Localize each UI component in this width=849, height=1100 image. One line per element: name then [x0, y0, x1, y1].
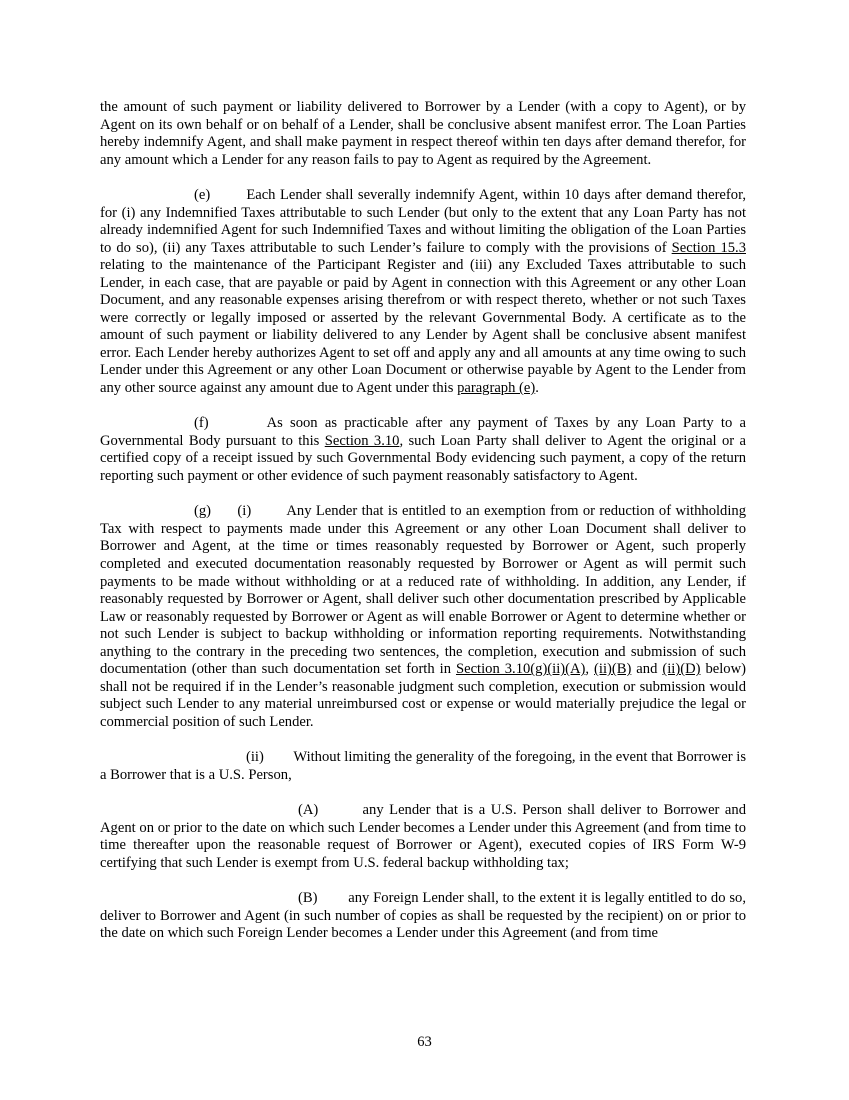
document-body: [100, 99, 746, 943]
paragraph-text: Without limiting the generality of the foregoing, in the event that Borrower is a Borrower that is a U.S. Person,: [100, 749, 746, 783]
paragraph-f: [100, 415, 746, 485]
paragraph-g-ii-A: [100, 802, 746, 872]
paragraph-label: (g): [194, 503, 212, 520]
paragraph-text: below) shall not be required if in the Lender’s reasonable judgment such completion, execution or submission would subject such Lender to any material unreimbursed cost or expense or would materially prejudice the legal or commercial position of such Lender.: [100, 661, 746, 730]
subparagraph-label: (i): [237, 503, 252, 520]
paragraph-text: Any Lender that is entitled to an exemption from or reduction of withholding Tax with respect to payments made under this Agreement or any other Loan Document shall deliver to Borrower and Agent, at the time or times reasonably requested by Borrower or Agent, such properly completed and executed documentation reasonably requested by Borrower or Agent as will permit such payments to be made without withholding or at a reduced rate of withholding. In addition, any Lender, if reasonably requested by Borrower or Agent, shall deliver such other documentation prescribed by Applicable Law or reasonably requested by Borrower or Agent as will enable Borrower or Agent to determine whether or not such Lender is subject to backup withholding or information reporting requirements. Notwithstanding anything to the contrary in the preceding two sentences, the completion, execution and submission of such documentation (other than such documentation set forth in: [100, 503, 747, 678]
paragraph-e: [100, 187, 746, 398]
section-reference: Section 15.3: [671, 239, 746, 256]
paragraph-text: , such Loan Party shall deliver to Agent the original or a certified copy of a receipt issued by such Governmental Body evidencing such payment, a copy of the return reporting such payment or other evidence of such payment reasonably satisfactory to Agent.: [100, 432, 747, 484]
paragraph-text: Each Lender shall severally indemnify Agent, within 10 days after demand therefor, for (i) any Indemnified Taxes attributable to such Lender (but only to the extent that any Loan Party has not already indemnified Agent for such Indemnified Taxes and without limiting the obligation of the Loan Parties to do so), (ii) any Taxes attributable to such Lender’s failure to comply with the provisions of: [100, 186, 746, 256]
paragraph-text: As soon as practicable after any payment of Taxes by any Loan Party to a Governmental Body pursuant to this: [100, 415, 746, 449]
paragraph-continuation: [100, 99, 746, 169]
section-reference: paragraph (e): [457, 380, 536, 396]
section-reference: (ii)(D): [662, 661, 701, 678]
paragraph-text: and: [631, 661, 663, 678]
paragraph-text: the amount of such payment or liability delivered to Borrower by a Lender (with a copy to Agent), or by Agent on its own behalf or on behalf of a Lender, shall be conclusive absent manifest error. The Loan Parties hereby indemnify Agent, and shall make payment in respect thereof within ten days after demand therefor, for any amount which a Lender for any reason fails to pay to Agent as required by the Agreement.: [100, 99, 746, 168]
paragraph-text: .: [535, 380, 539, 396]
paragraph-label: (ii): [246, 749, 264, 766]
section-reference: (ii)(B): [594, 661, 632, 678]
paragraph-label: (f): [194, 415, 209, 432]
paragraph-text: ,: [585, 661, 595, 678]
paragraph-text: any Lender that is a U.S. Person shall deliver to Borrower and Agent on or prior to the date on which such Lender becomes a Lender under this Agreement (and from time to time thereafter upon the reasonable request of Borrower or Agent), executed copies of IRS Form W-9 certifying that such Lender is exempt from U.S. federal backup withholding tax;: [100, 802, 747, 871]
paragraph-g: [100, 503, 746, 731]
paragraph-label: (B): [298, 890, 318, 907]
page-number: 63: [417, 1034, 432, 1050]
paragraph-g-ii-B: [100, 890, 746, 943]
paragraph-label: (e): [194, 186, 211, 203]
section-reference: Section 3.10(g)(ii)(A): [455, 661, 586, 678]
section-reference: Section 3.10: [324, 432, 400, 449]
paragraph-g-ii: [100, 749, 746, 784]
paragraph-text: any Foreign Lender shall, to the extent it is legally entitled to do so, deliver to Borrower and Agent (in such number of copies as shall be requested by the recipient) on or prior to the date on which such Foreign Lender becomes a Lender under this Agreement (and from time: [100, 890, 746, 942]
paragraph-text: relating to the maintenance of the Participant Register and (iii) any Excluded Taxes attributable to such Lender, in each case, that are payable or paid by Agent in connection with this Agreement or any other Loan Document, and any reasonable expenses arising therefrom or with respect thereto, whether or not such Taxes were correctly or legally imposed or asserted by the relevant Governmental Body. A certificate as to the amount of such payment or liability delivered to any Lender by Agent shall be conclusive absent manifest error. Each Lender hereby authorizes Agent to set off and apply any and all amounts at any time owing to such Lender under this Agreement or any other Loan Document or otherwise payable by Agent to the Lender from any other source against any amount due to Agent under this: [100, 257, 746, 396]
paragraph-label: (A): [298, 802, 319, 819]
